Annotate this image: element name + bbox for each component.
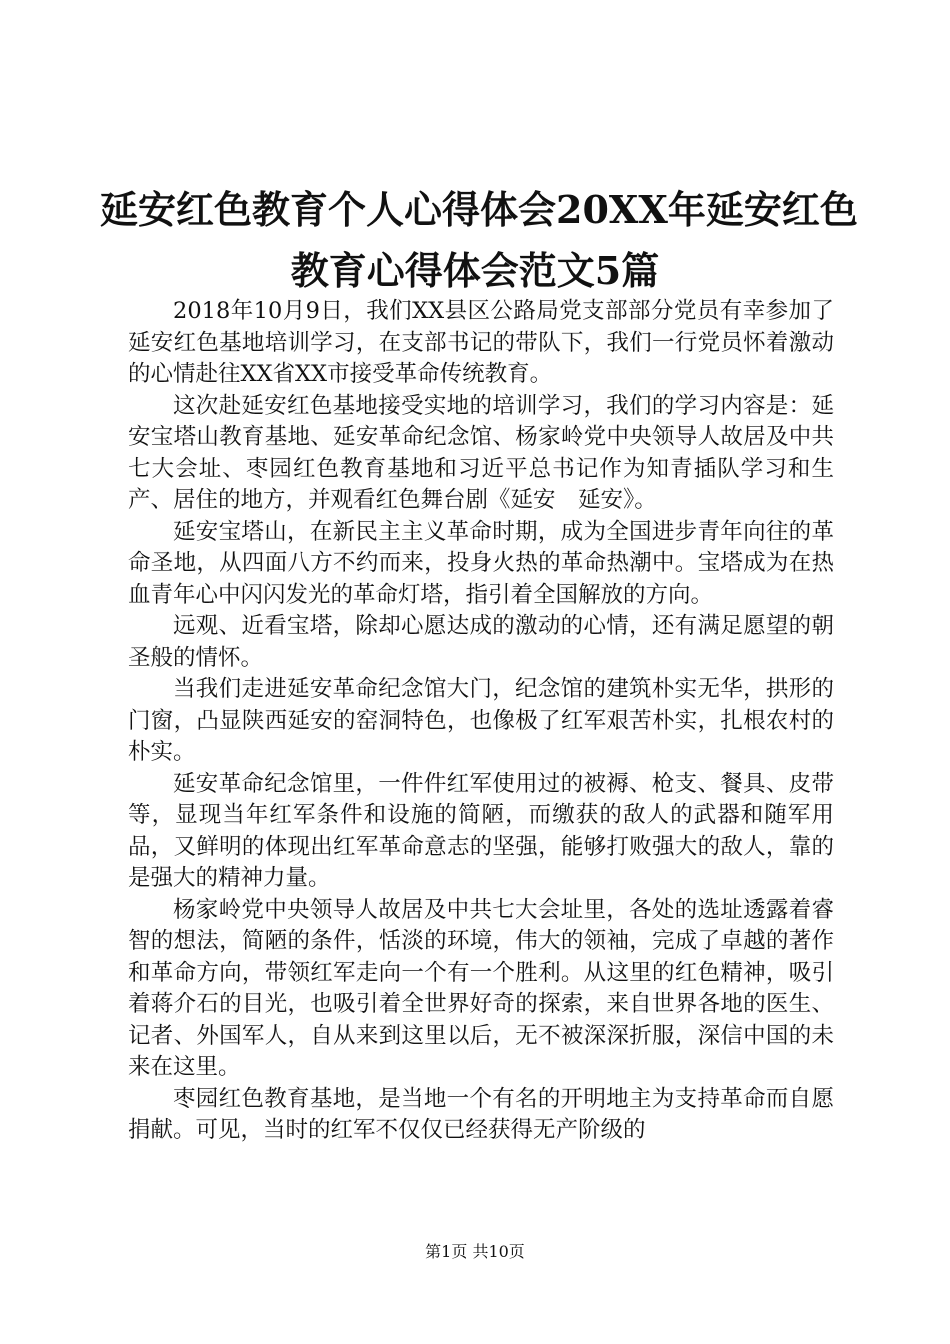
document-title-line-1: 延安红色教育个人心得体会20XX年延安红色 <box>100 187 858 232</box>
document-body <box>128 296 834 1147</box>
paragraph: 杨家岭党中央领导人故居及中共七大会址里，各处的选址透露着睿智的想法，简陋的条件，恬淡的环境，伟大的领袖，完成了卓越的著作和革命方向，带领红军走向一个有一个胜利。从这里的红色精神，吸引着蒋介石的目光，也吸引着全世界好奇的探索，来自世界各地的医生、记者、外国军人，自从来到这里以后，无不被深深折服，深信中国的未来在这里。 <box>128 896 834 1080</box>
page-number-footer: 第1页 共10页 <box>425 1242 525 1261</box>
paragraph: 这次赴延安红色基地接受实地的培训学习，我们的学习内容是：延安宝塔山教育基地、延安革命纪念馆、杨家岭党中央领导人故居及中共七大会址、枣园红色教育基地和习近平总书记作为知青插队学习和生产、居住的地方，并观看红色舞台剧《延安 延安》。 <box>128 392 834 513</box>
paragraph: 2018年10月9日，我们XX县区公路局党支部部分党员有幸参加了延安红色基地培训学习，在支部书记的带队下，我们一行党员怀着激动的心情赴往XX省XX市接受革命传统教育。 <box>128 298 834 387</box>
paragraph: 延安革命纪念馆里，一件件红军使用过的被褥、枪支、餐具、皮带等，显现当年红军条件和设施的简陋，而缴获的敌人的武器和随军用品，又鲜明的体现出红军革命意志的坚强，能够打败强大的敌人，靠的是强大的精神力量。 <box>128 770 834 891</box>
paragraph: 延安宝塔山，在新民主主义革命时期，成为全国进步青年向往的革命圣地，从四面八方不约而来，投身火热的革命热潮中。宝塔成为在热血青年心中闪闪发光的革命灯塔，指引着全国解放的方向。 <box>128 518 834 608</box>
document-title-line-2: 教育心得体会范文5篇 <box>290 248 660 293</box>
paragraph: 当我们走进延安革命纪念馆大门，纪念馆的建筑朴实无华，拱形的门窗，凸显陕西延安的窑洞特色，也像极了红军艰苦朴实，扎根农村的朴实。 <box>128 676 834 765</box>
paragraph: 枣园红色教育基地，是当地一个有名的开明地主为支持革命而自愿捐献。可见，当时的红军不仅仅已经获得无产阶级的 <box>128 1085 834 1143</box>
paragraph: 远观、近看宝塔，除却心愿达成的激动的心情，还有满足愿望的朝圣般的情怀。 <box>128 613 834 671</box>
